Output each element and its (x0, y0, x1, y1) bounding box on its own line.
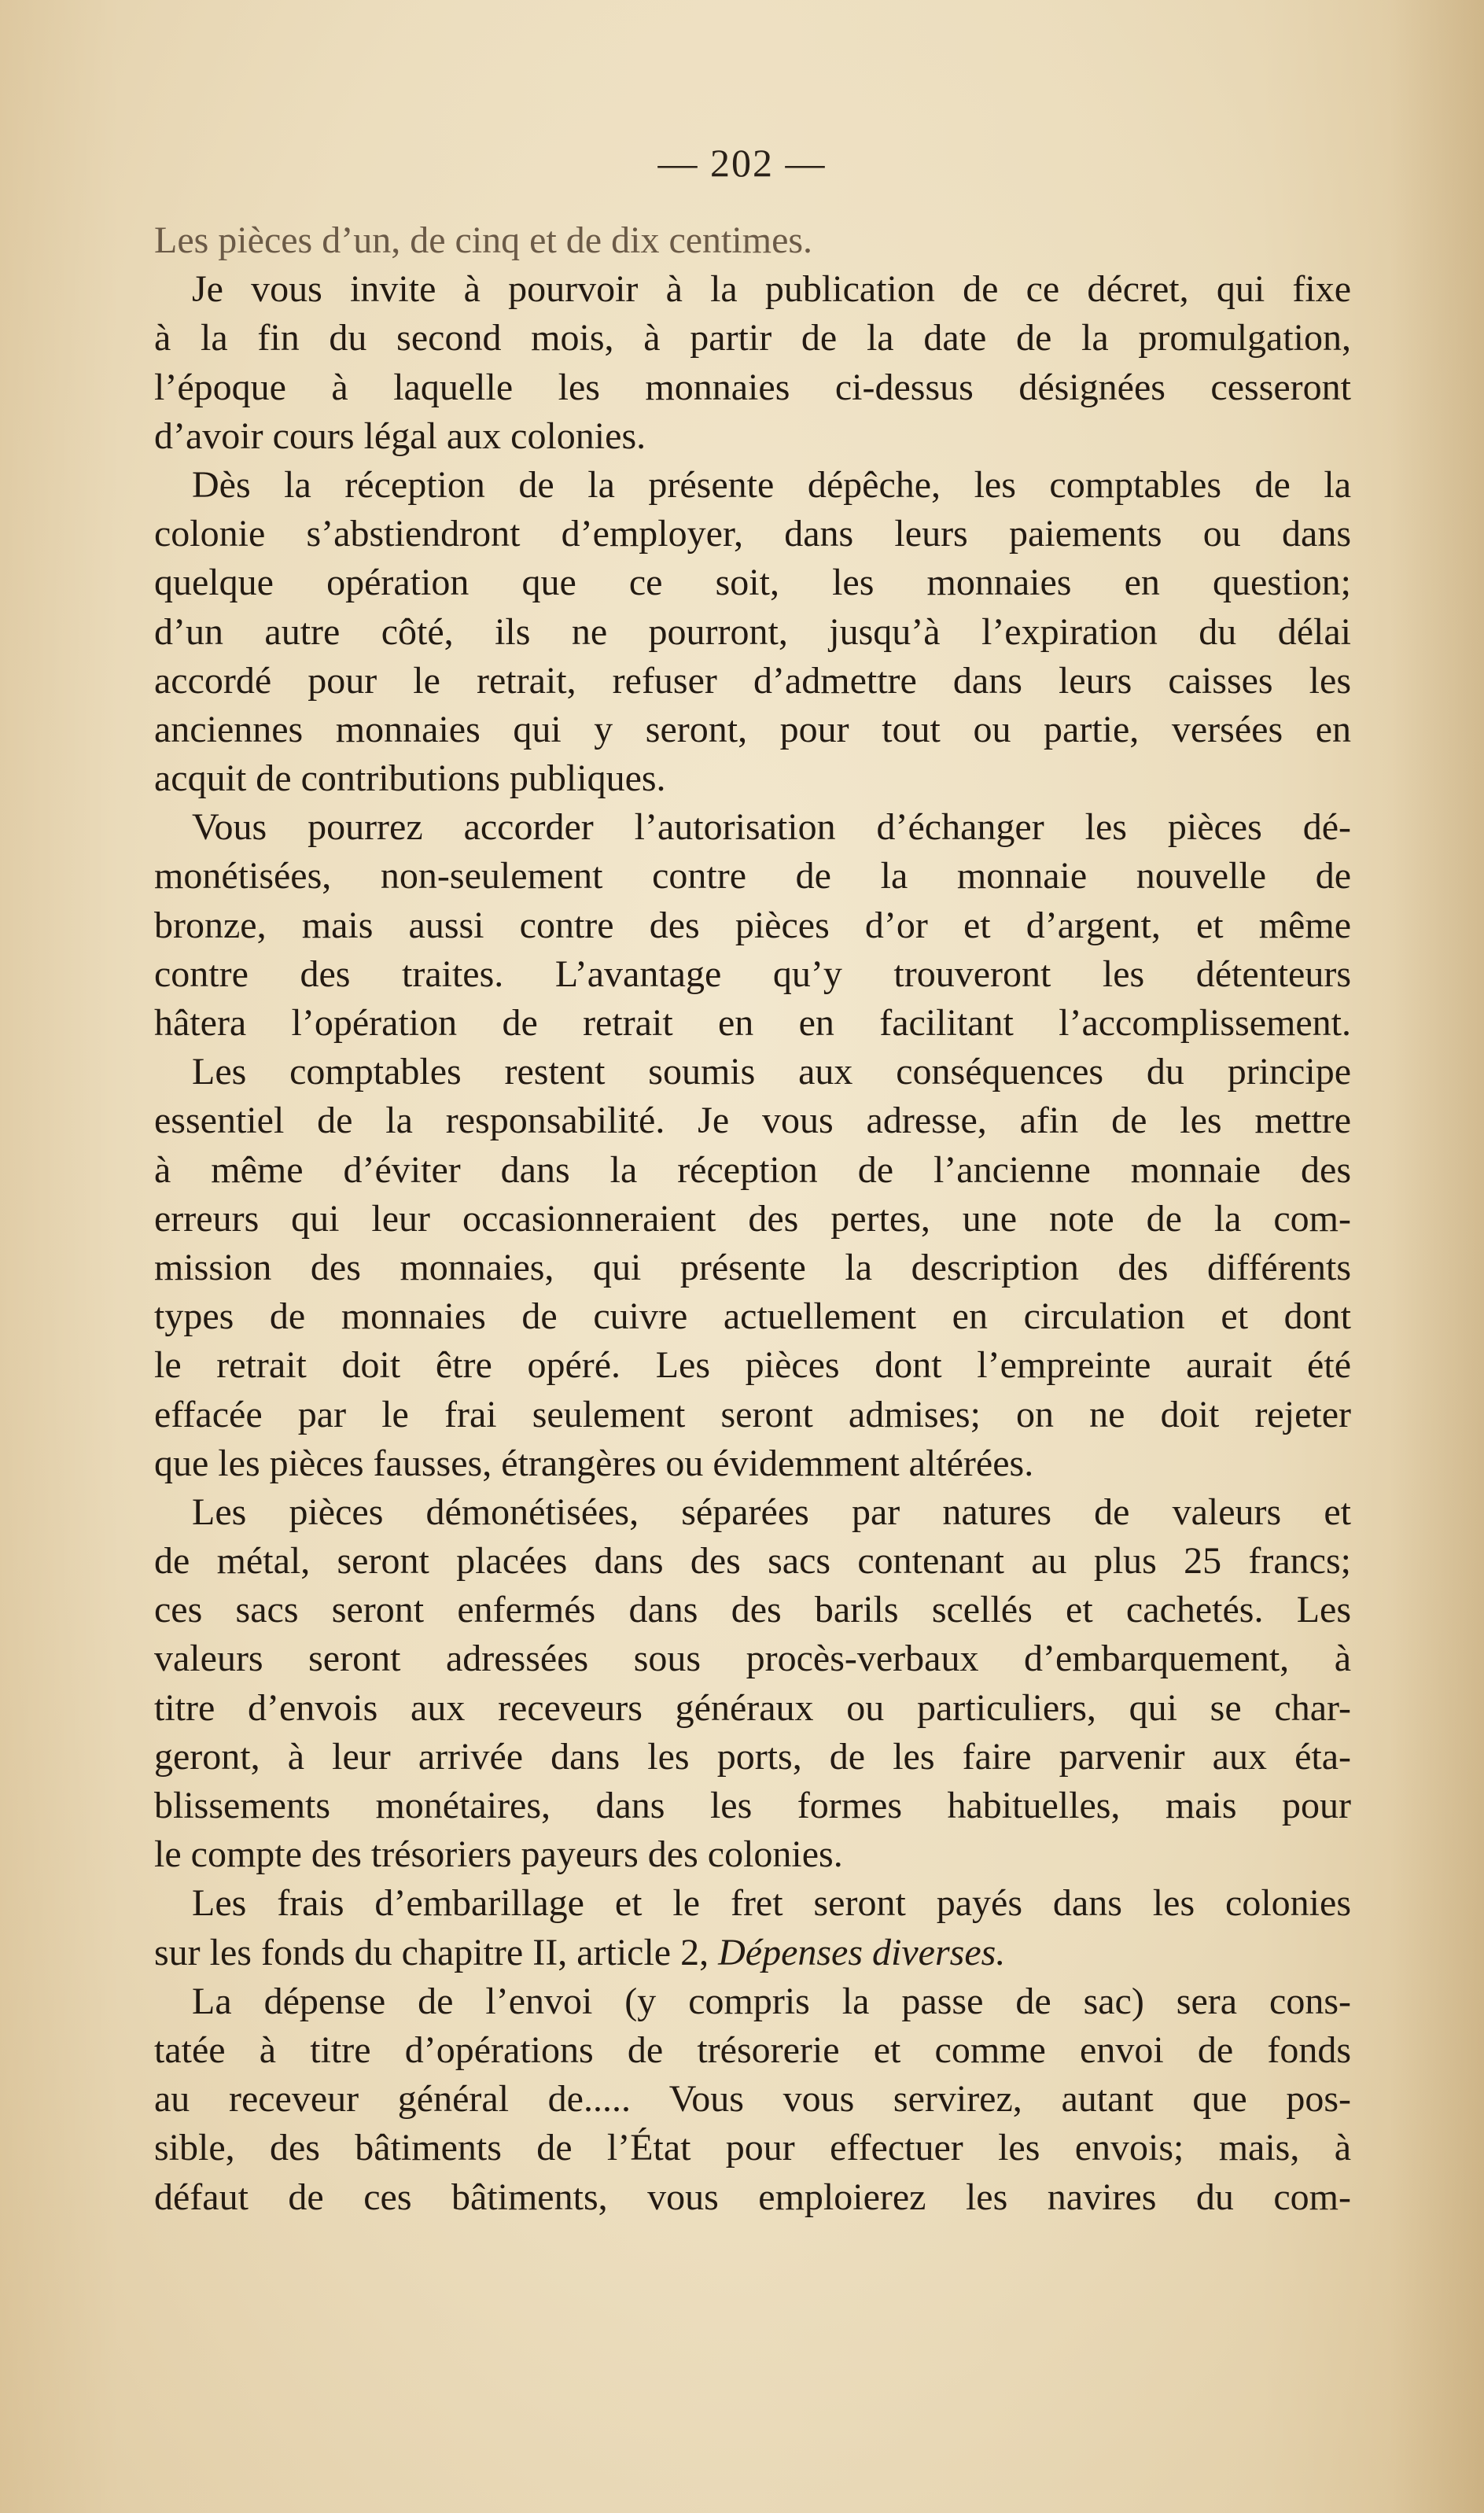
text-line (154, 1929, 1351, 1977)
text-line: contre des traites. L’avantage qu’y trouveront les détenteurs (154, 953, 1351, 995)
text-line: d’un autre côté, ils ne pourront, jusqu’à l’expiration du délai (154, 610, 1351, 653)
text-line: ces sacs seront enfermés dans des barils scellés et cachetés. Les (154, 1589, 1351, 1631)
text-line: erreurs qui leur occasionneraient des pertes, une note de la com- (154, 1197, 1351, 1240)
text-line: colonie s’abstiendront d’employer, dans leurs paiements ou dans (154, 513, 1351, 555)
text-line: bronze, mais aussi contre des pièces d’or et d’argent, et même (154, 904, 1351, 946)
text-line: monétisées, non-seulement contre de la monnaie nouvelle de (154, 855, 1351, 897)
text-line: que les pièces fausses, étrangères ou évidemment altérées. (154, 1442, 1034, 1484)
text-line: accordé pour le retrait, refuser d’admettre dans leurs caisses les (154, 659, 1351, 702)
text-line: le compte des trésoriers payeurs des colonies. (154, 1833, 843, 1876)
text-line: Les comptables restent soumis aux conséquences du principe (192, 1051, 1351, 1093)
text-line: à la fin du second mois, à partir de la date de la promulgation, (154, 317, 1351, 359)
text-line: blissements monétaires, dans les formes habituelles, mais pour (154, 1785, 1351, 1826)
text-line: de métal, seront placées dans des sacs contenant au plus 25 francs; (154, 1540, 1351, 1583)
body-text (154, 216, 1351, 2222)
text-line: Les pièces d’un, de cinq et de dix centimes. (154, 219, 813, 261)
text-line: l’époque à laquelle les monnaies ci-dessus désignées cesseront (154, 366, 1351, 408)
page-edge-shadow (1390, 0, 1484, 2513)
text-line: essentiel de la responsabilité. Je vous adresse, afin de les mettre (154, 1100, 1351, 1142)
text-line: mission des monnaies, qui présente la description des différents (154, 1246, 1351, 1288)
text-line: Dès la réception de la présente dépêche, les comptables de la (192, 463, 1351, 506)
text-line: Les frais d’embarillage et le fret seront payés dans les colonies (192, 1882, 1351, 1925)
text-line: Je vous invite à pourvoir à la publication de ce décret, qui fixe (192, 268, 1351, 311)
text-line: le retrait doit être opéré. Les pièces dont l’empreinte aurait été (154, 1344, 1351, 1387)
text-line-segment: sur les fonds du chapitre II, article 2, (154, 1931, 719, 1973)
text-line: sible, des bâtiments de l’État pour effectuer les envois; mais, à (154, 2127, 1351, 2169)
text-line: geront, à leur arrivée dans les ports, de les faire parvenir aux éta- (154, 1735, 1351, 1778)
text-line: La dépense de l’envoi (y compris la passe de sac) sera cons- (192, 1980, 1351, 2022)
text-line: valeurs seront adressées sous procès-verbaux d’embarquement, à (154, 1638, 1351, 1680)
text-line: types de monnaies de cuivre actuellement en circulation et dont (154, 1295, 1351, 1338)
text-line: d’avoir cours légal aux colonies. (154, 415, 646, 457)
text-line: hâtera l’opération de retrait en en facilitant l’accomplissement. (154, 1002, 1351, 1044)
text-line: au receveur général de..... Vous vous servirez, autant que pos- (154, 2078, 1351, 2121)
text-line: tatée à titre d’opérations de trésorerie et comme envoi de fonds (154, 2028, 1351, 2071)
text-line: titre d’envois aux receveurs généraux ou particuliers, qui se char- (154, 1686, 1351, 1729)
text-line: à même d’éviter dans la réception de l’ancienne monnaie des (154, 1148, 1351, 1191)
text-line: défaut de ces bâtiments, vous emploierez les navires du com- (154, 2176, 1351, 2218)
text-line: quelque opération que ce soit, les monnaies en question; (154, 562, 1351, 604)
text-line: anciennes monnaies qui y seront, pour tout ou partie, versées en (154, 708, 1351, 750)
text-line: Les pièces démonétisées, séparées par natures de valeurs et (192, 1490, 1351, 1533)
italic-phrase: Dépenses diverses. (718, 1931, 1006, 1973)
text-line: acquit de contributions publiques. (154, 757, 666, 800)
page-number: — 202 — (657, 141, 827, 185)
text-line: Vous pourrez accorder l’autorisation d’échanger les pièces dé- (192, 806, 1351, 849)
text-line: effacée par le frai seulement seront admises; on ne doit rejeter (154, 1393, 1351, 1435)
